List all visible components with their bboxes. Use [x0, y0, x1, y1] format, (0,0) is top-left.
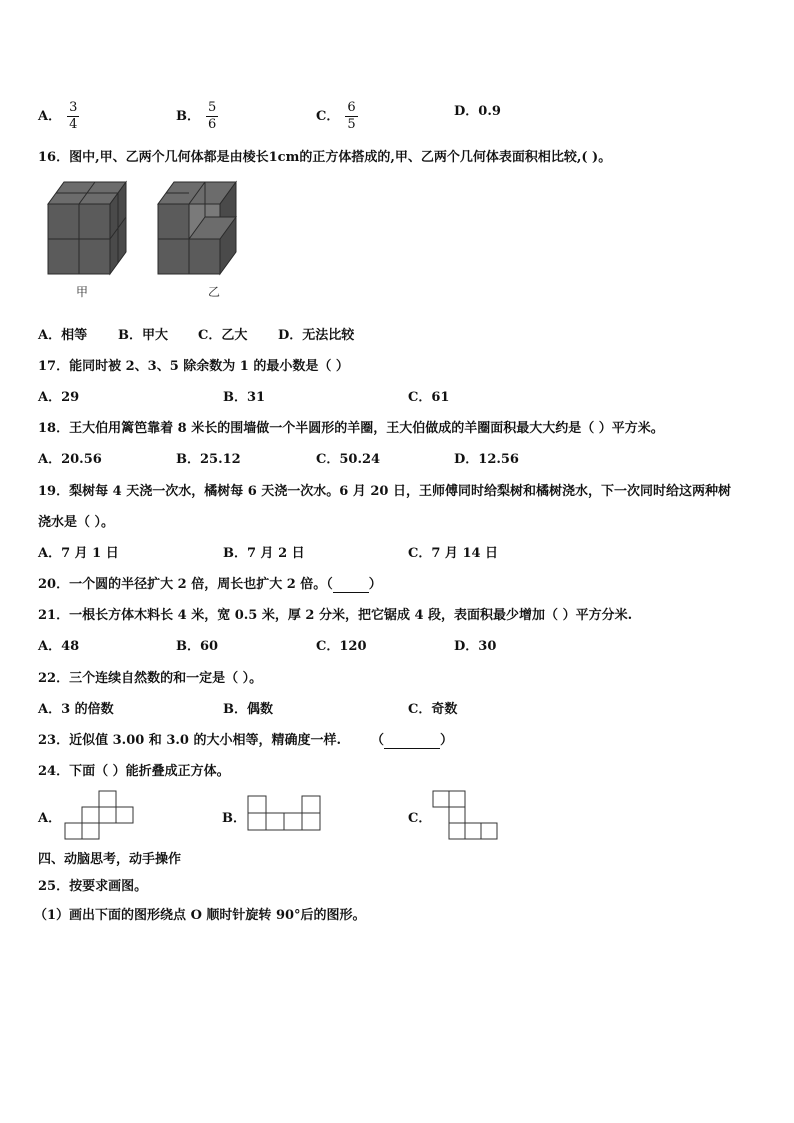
- q25-text: 25．按要求画图。: [38, 879, 148, 894]
- q22-text: 22．三个连续自然数的和一定是（ ）。: [38, 671, 263, 686]
- q17-text: 17．能同时被 2、3、5 除余数为 1 的最小数是（ ）: [38, 359, 349, 374]
- q21-option-a[interactable]: A．48: [38, 639, 80, 654]
- q21-option-b[interactable]: B．60: [176, 639, 219, 654]
- fraction: $\frac{5}{6}$: [208, 100, 217, 132]
- fraction: $\frac{6}{5}$: [347, 100, 356, 132]
- q21-text: 21．一根长方体木料长 4 米，宽 0.5 米，厚 2 分米，把它锯成 4 段，表面积最少增加（ ）平方分米.: [38, 608, 633, 623]
- q17-option-b[interactable]: B．31: [223, 390, 266, 405]
- q21-option-d[interactable]: D．30: [454, 639, 497, 654]
- q25-sub1-text: （1）画出下面的图形绕点 O 顺时针旋转 90°后的图形。: [34, 908, 366, 923]
- q16-option-c[interactable]: C．乙大: [198, 328, 248, 343]
- q16-text: 16．图中,甲、乙两个几何体都是由棱长1cm的正方体搭成的,甲、乙两个几何体表面积相比较,( )。: [38, 150, 612, 165]
- q21-option-c[interactable]: C．120: [316, 639, 367, 654]
- q18-option-b[interactable]: B．25.12: [176, 452, 241, 467]
- q19-option-c[interactable]: C．7 月 14 日: [408, 546, 499, 561]
- q19-option-a[interactable]: A．7 月 1 日: [38, 546, 119, 561]
- q15-option-d[interactable]: D．0.9: [454, 104, 501, 119]
- q24-net-c: [430, 790, 498, 840]
- q17-option-a[interactable]: A．29: [38, 390, 80, 405]
- q23-text: 23．近似值 3.00 和 3.0 的大小相等，精确度一样. （ ）: [38, 733, 454, 748]
- q22-option-c[interactable]: C．奇数: [408, 702, 458, 717]
- label-jia: 甲: [76, 285, 89, 299]
- q16-option-b[interactable]: B．甲大: [118, 328, 168, 343]
- q17-option-c[interactable]: C．61: [408, 390, 450, 405]
- q24-option-a[interactable]: A．: [38, 811, 62, 826]
- q18-option-a[interactable]: A．20.56: [38, 452, 102, 467]
- section-4-heading: 四、动脑思考，动手操作: [38, 852, 182, 867]
- q16-figure: [38, 172, 278, 302]
- q18-option-d[interactable]: D．12.56: [454, 452, 519, 467]
- fraction: $\frac{3}{4}$: [69, 100, 78, 132]
- q15-option-c[interactable]: C． $\frac{6}{5}$: [316, 100, 356, 132]
- q18-option-c[interactable]: C．50.24: [316, 452, 381, 467]
- q22-option-b[interactable]: B．偶数: [223, 702, 273, 717]
- cube-yi: [158, 182, 236, 274]
- q23-answer-blank[interactable]: [384, 733, 440, 749]
- q19-text-line1: 19．梨树每 4 天浇一次水，橘树每 6 天浇一次水。6 月 20 日，王师傅同时给梨树和橘树浇水，下一次同时给这两种树: [38, 484, 731, 499]
- q24-option-c[interactable]: C．: [408, 811, 432, 826]
- q16-option-d[interactable]: D．无法比较: [278, 328, 355, 343]
- q24-text: 24．下面（ ）能折叠成正方体。: [38, 764, 230, 779]
- q19-option-b[interactable]: B．7 月 2 日: [223, 546, 305, 561]
- q18-text: 18．王大伯用篱笆靠着 8 米长的围墙做一个半圆形的羊圈，王大伯做成的羊圈面积最大大约是（ ）平方米。: [38, 421, 664, 436]
- q24-net-a: [63, 790, 135, 840]
- q15-option-b[interactable]: B． $\frac{5}{6}$: [176, 100, 217, 132]
- cube-jia: [48, 182, 126, 274]
- q15-option-a[interactable]: A． $\frac{3}{4}$: [38, 100, 78, 132]
- q20-text: 20．一个圆的半径扩大 2 倍，周长也扩大 2 倍。（ ）: [38, 577, 382, 592]
- q24-net-b: [246, 795, 326, 831]
- q20-answer-blank[interactable]: [333, 577, 369, 593]
- q16-option-a[interactable]: A．相等: [38, 328, 88, 343]
- q22-option-a[interactable]: A．3 的倍数: [38, 702, 114, 717]
- q19-text-line2: 浇水是（ ）。: [38, 515, 115, 530]
- q24-option-b[interactable]: B．: [222, 811, 246, 826]
- label-yi: 乙: [208, 285, 221, 299]
